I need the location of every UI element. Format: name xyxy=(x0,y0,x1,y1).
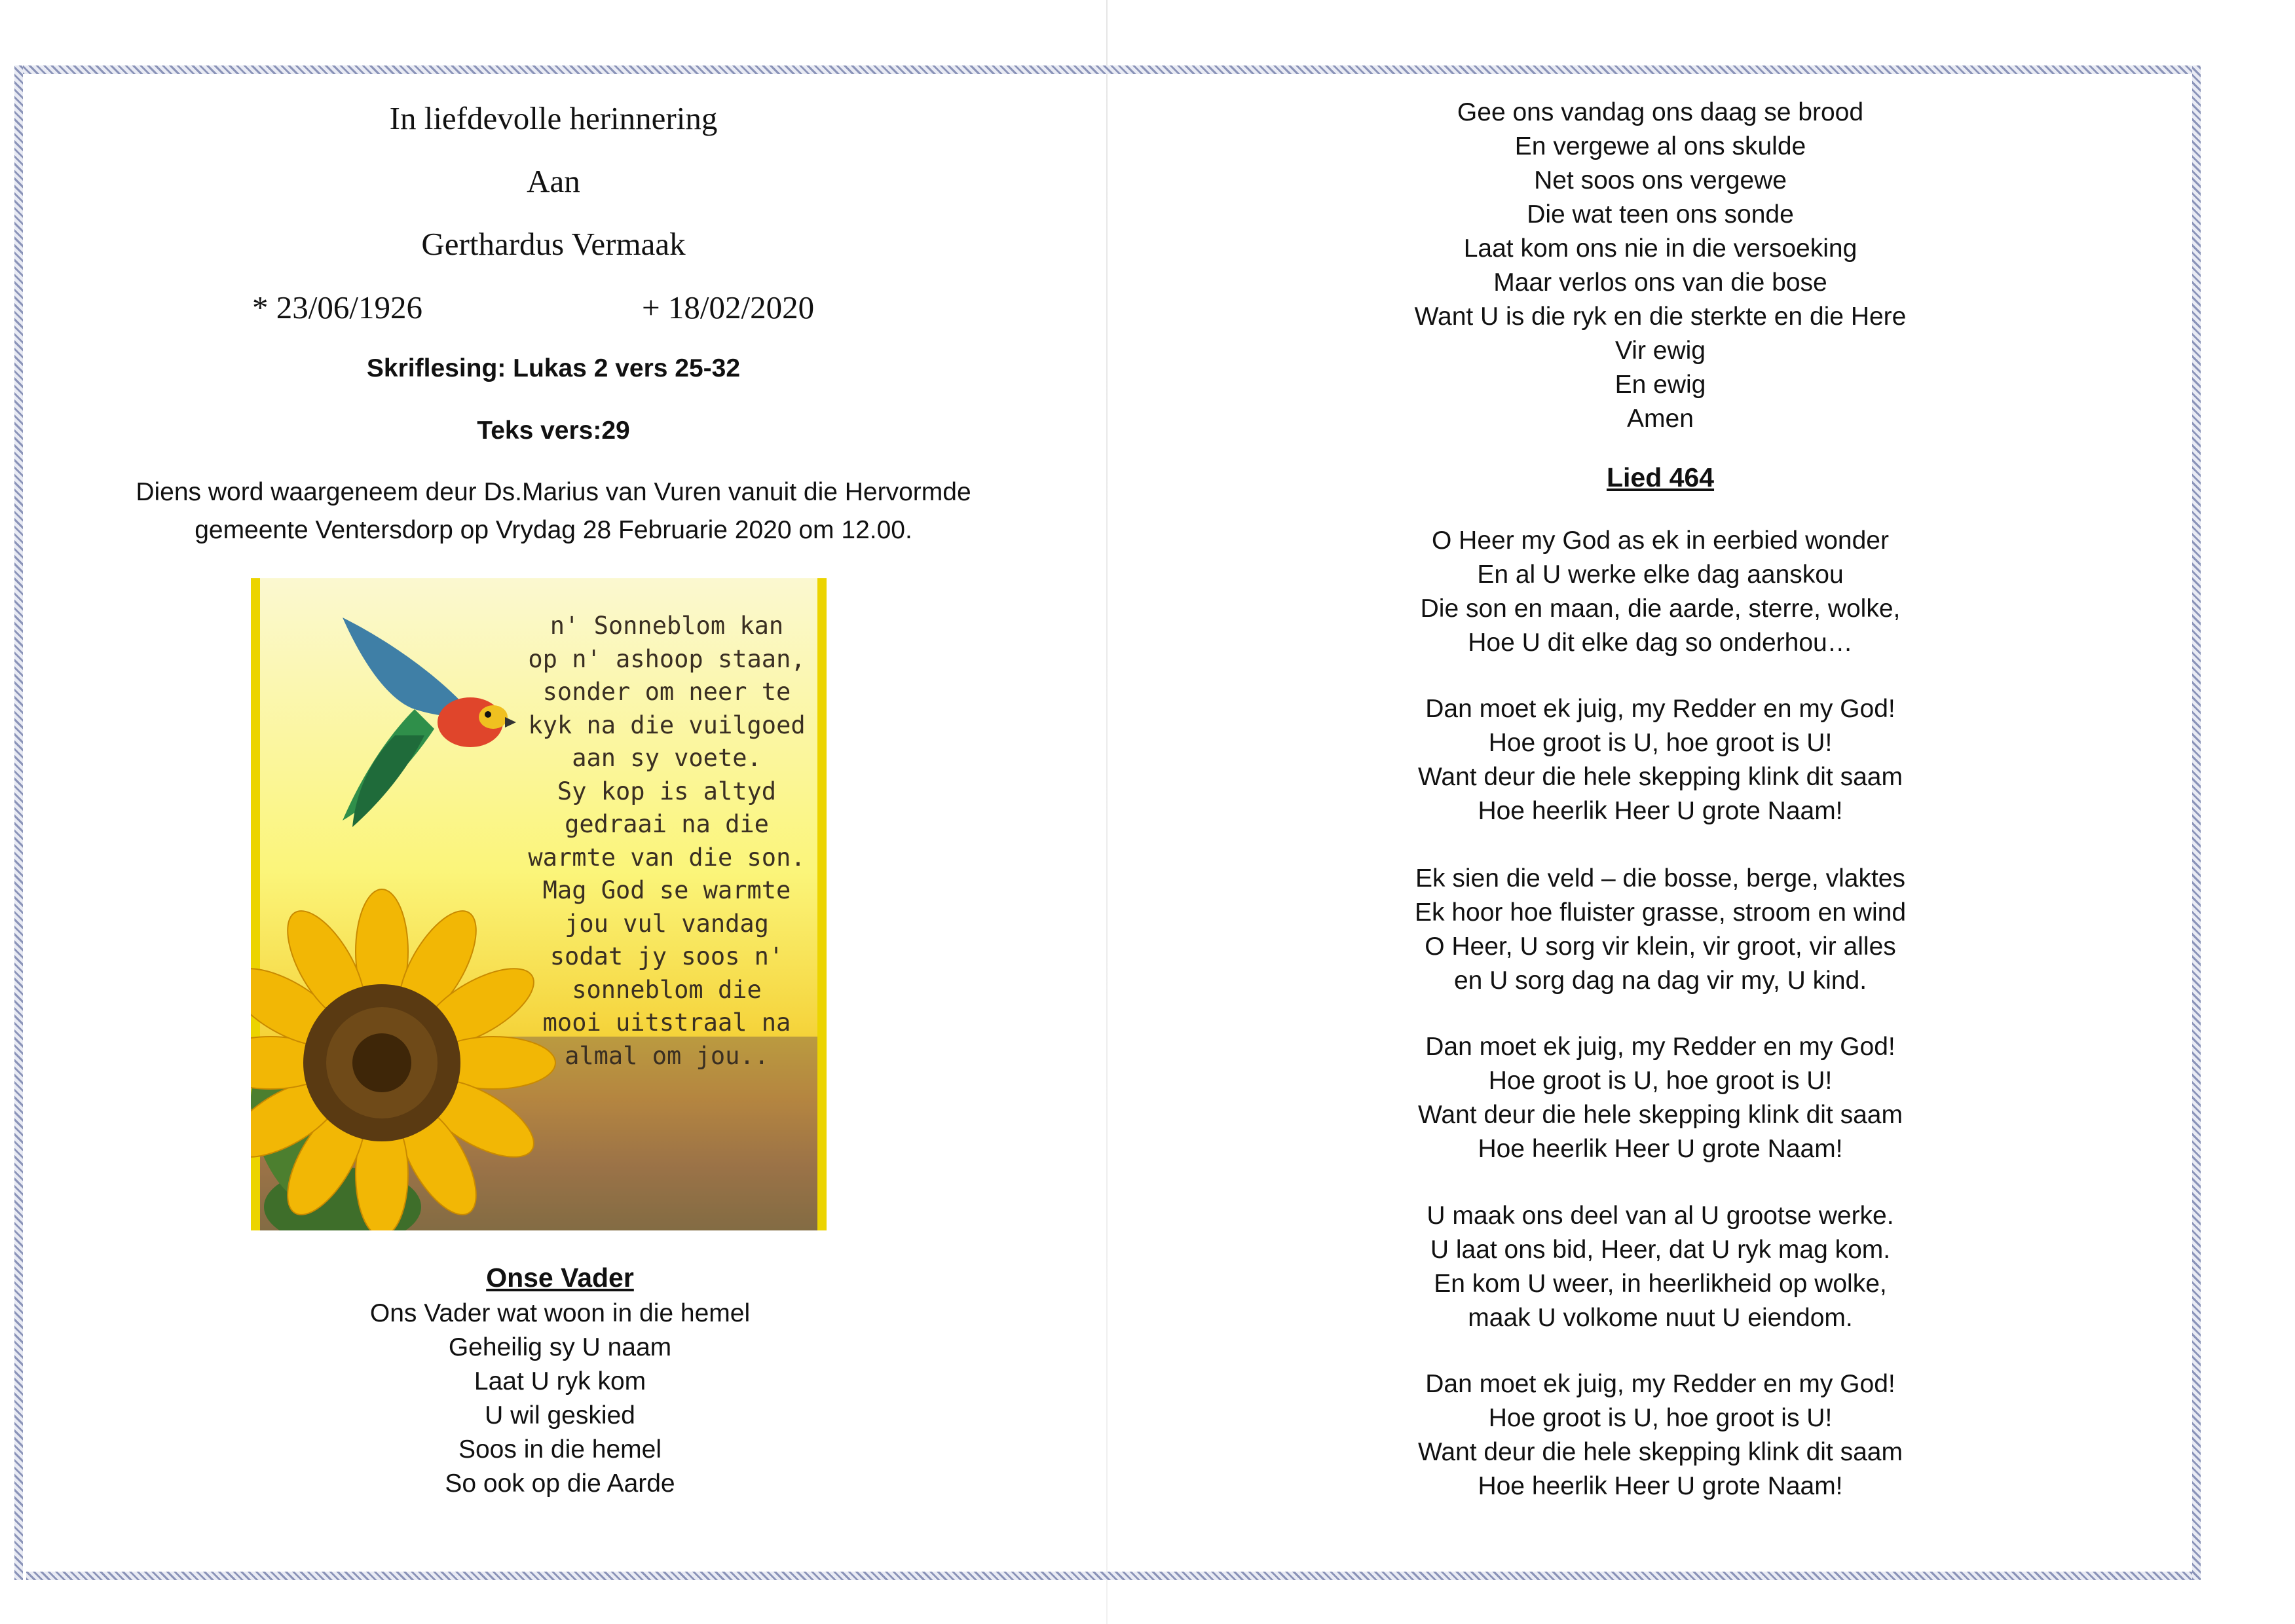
hymn-line: Hoe groot is U, hoe groot is U! xyxy=(1488,1404,1833,1432)
service-line-2: gemeente Ventersdorp op Vrydag 28 Februarie 2020 om 12.00. xyxy=(195,516,912,544)
text-verse: Teks vers:29 xyxy=(477,416,630,445)
poem-line: mooi uitstraal na xyxy=(542,1008,791,1037)
page-border-right xyxy=(2192,65,2201,1580)
prayer-line: En vergewe al ons skulde xyxy=(1514,132,1806,160)
page-border-top xyxy=(14,65,2201,74)
hymn-line: maak U volkome nuut U eiendom. xyxy=(1468,1304,1853,1332)
prayer-line: U wil geskied xyxy=(485,1401,635,1430)
poem-line: sonneblom die xyxy=(572,975,762,1004)
hymn-title: Lied 464 xyxy=(1606,462,1715,492)
prayer-continued xyxy=(1330,96,1991,436)
hymn-line: Want deur die hele skepping klink dit saam xyxy=(1418,763,1903,791)
hymn-line: Hoe U dit elke dag so onderhou… xyxy=(1468,629,1853,657)
poem-line: sodat jy soos n' xyxy=(550,942,784,970)
hymn-stanza-2 xyxy=(1330,692,1991,828)
poem-line: kyk na die vuilgoed xyxy=(528,710,806,739)
death-date: + 18/02/2020 xyxy=(642,289,815,325)
hymn-line: O Heer my God as ek in eerbied wonder xyxy=(1431,526,1889,555)
poem-line: op n' ashoop staan, xyxy=(528,644,806,673)
hymn-line: U maak ons deel van al U grootse werke. xyxy=(1427,1202,1894,1230)
hymn-stanza-1 xyxy=(1330,524,1991,660)
prayer-line: Want U is die ryk en die sterkte en die Here xyxy=(1414,303,1907,331)
sunflower-picture xyxy=(251,578,827,1230)
hymn-line: Hoe heerlik Heer U grote Naam! xyxy=(1478,1135,1843,1163)
hymn-stanza-6 xyxy=(1330,1367,1991,1504)
prayer-line: Maar verlos ons van die bose xyxy=(1493,268,1827,297)
hymn-stanza-3 xyxy=(1330,862,1991,998)
deceased-name: Gerthardus Vermaak xyxy=(421,226,686,262)
hymn-line: Dan moet ek juig, my Redder en my God! xyxy=(1425,695,1895,723)
prayer-title: Onse Vader xyxy=(486,1263,634,1293)
hymn-line: Hoe heerlik Heer U grote Naam! xyxy=(1478,1472,1843,1500)
prayer-line: Laat kom ons nie in die versoeking xyxy=(1463,234,1857,263)
prayer-line: Geheilig sy U naam xyxy=(448,1333,672,1361)
prayer-line: Die wat teen ons sonde xyxy=(1527,200,1794,229)
poem-line: n' Sonneblom kan xyxy=(550,612,784,640)
hymn-line: Hoe groot is U, hoe groot is U! xyxy=(1488,729,1833,757)
poem-line: sonder om neer te xyxy=(542,678,791,706)
prayer-line: Gee ons vandag ons daag se brood xyxy=(1457,98,1864,126)
hymn-line: Ek hoor hoe fluister grasse, stroom en wind xyxy=(1414,898,1907,927)
prayer-line: En ewig xyxy=(1614,371,1706,399)
hymn-line: En al U werke elke dag aanskou xyxy=(1477,561,1844,589)
hymn-line: Want deur die hele skepping klink dit saam xyxy=(1418,1438,1903,1466)
prayer-line: Amen xyxy=(1627,405,1694,433)
hymn-line: Hoe heerlik Heer U grote Naam! xyxy=(1478,797,1843,825)
page-border-bottom xyxy=(26,1572,2201,1580)
poem-line: aan sy voete. xyxy=(572,744,762,772)
hymn-stanza-5 xyxy=(1330,1199,1991,1335)
hymn-line: Hoe groot is U, hoe groot is U! xyxy=(1488,1067,1833,1095)
birth-date: * 23/06/1926 xyxy=(252,289,422,325)
hymn-line: O Heer, U sorg vir klein, vir groot, vir alles xyxy=(1425,932,1896,961)
prayer-line: Ons Vader wat woon in die hemel xyxy=(369,1299,751,1327)
poem-line: almal om jou.. xyxy=(565,1041,769,1070)
poem-line: jou vul vandag xyxy=(565,909,769,938)
sunflower-poem xyxy=(513,610,821,1073)
bird-icon xyxy=(343,618,516,827)
poem-line: gedraai na die xyxy=(565,810,769,838)
prayer-line: Soos in die hemel xyxy=(458,1435,662,1464)
hymn-line: En kom U weer, in heerlikheid op wolke, xyxy=(1434,1270,1887,1298)
prayer-line: Vir ewig xyxy=(1614,337,1706,365)
hymn-line: Want deur die hele skepping klink dit saam xyxy=(1418,1101,1903,1129)
hymn-line: Dan moet ek juig, my Redder en my God! xyxy=(1425,1370,1895,1398)
prayer-block xyxy=(0,1297,1120,1501)
prayer-line: Laat U ryk kom xyxy=(474,1367,646,1395)
prayer-line: So ook op die Aarde xyxy=(445,1469,675,1498)
prayer-line: Net soos ons vergewe xyxy=(1534,166,1787,194)
hymn-stanza-4 xyxy=(1330,1030,1991,1166)
hymn-line: Die son en maan, die aarde, sterre, wolke, xyxy=(1420,595,1901,623)
hymn-line: U laat ons bid, Heer, dat U ryk mag kom. xyxy=(1430,1236,1891,1264)
dedication-heading: In liefdevolle herinnering xyxy=(389,100,718,136)
scripture-reading: Skriflesing: Lukas 2 vers 25-32 xyxy=(366,354,741,382)
hymn-line: Ek sien die veld – die bosse, berge, vlaktes xyxy=(1415,864,1905,893)
poem-line: Sy kop is altyd xyxy=(557,777,777,805)
dedication-to: Aan xyxy=(527,163,580,199)
poem-line: warmte van die son. xyxy=(528,843,806,872)
hymn-line: en U sorg dag na dag vir my, U kind. xyxy=(1453,967,1867,995)
service-line-1: Diens word waargeneem deur Ds.Marius van Vuren vanuit die Hervormde xyxy=(136,478,971,506)
poem-line: Mag God se warmte xyxy=(542,876,791,904)
hymn-line: Dan moet ek juig, my Redder en my God! xyxy=(1425,1033,1895,1061)
